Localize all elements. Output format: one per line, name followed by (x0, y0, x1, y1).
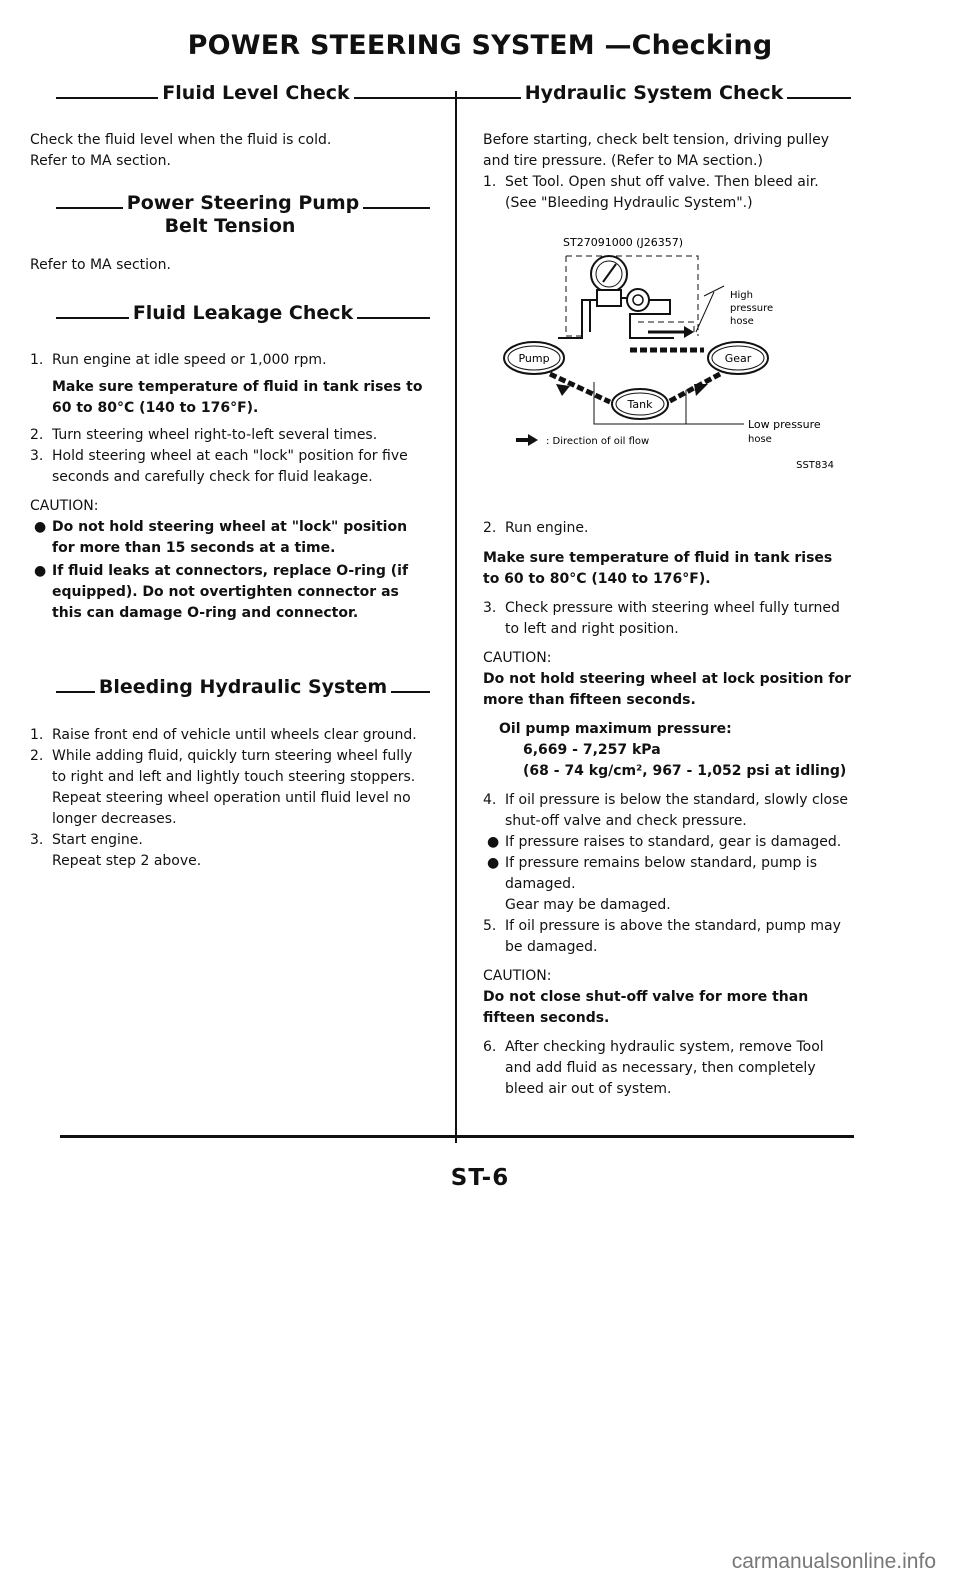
page-title: POWER STEERING SYSTEM —Checking (187, 30, 773, 61)
high-pressure-label-1: High (730, 290, 753, 301)
tank-label: Tank (627, 398, 653, 411)
belt-tension-text: Refer to MA section. (30, 257, 171, 273)
pressure-spec-value: 6,669 - 7,257 kPa (523, 742, 661, 758)
fluid-level-heading: Fluid Level Check (30, 82, 430, 104)
leakage-caution-bullet-2: ● If fluid leaks at connectors, replace O-ring (if equipped). Do not overtighten connector as this can damage O-ring and connector. (34, 563, 409, 621)
bleeding-step-2: 2. While adding fluid, quickly turn steering wheel fully to right and left and lightly touch steering stoppers. (30, 748, 416, 785)
flow-arrow-3 (694, 384, 708, 396)
caution-2-label: CAUTION: (483, 968, 552, 984)
column-divider (455, 91, 457, 1143)
bleeding-heading: Bleeding Hydraulic System (30, 676, 430, 698)
hydraulic-steps (483, 518, 851, 1100)
hydraulic-bullet-a: ● If pressure raises to standard, gear is damaged. (487, 834, 842, 850)
leakage-caution-bullet-1: ● Do not hold steering wheel at "lock" position for more than 15 seconds at a time. (34, 519, 408, 556)
high-pressure-leader (704, 286, 724, 296)
caution-2-text: Do not close shut-off valve for more than fifteen seconds. (483, 989, 809, 1026)
tool-outline-left (566, 256, 582, 336)
pump-label: Pump (518, 352, 550, 365)
leakage-step-1: 1. Run engine at idle speed or 1,000 rpm. (30, 352, 327, 368)
hydraulic-step-3: 3. Check pressure with steering wheel fully turned to left and right position. (483, 600, 840, 637)
flow-arrow-2 (556, 384, 570, 396)
hydraulic-step-5: 5. If oil pressure is above the standard, pump may be damaged. (483, 918, 841, 955)
hydraulic-step-2: 2. Run engine. (483, 520, 589, 536)
high-pressure-pointer (696, 292, 714, 332)
fluid-level-text-1: Check the fluid level when the fluid is cold. (30, 132, 332, 148)
page-number: ST-6 (450, 1165, 510, 1191)
high-pressure-label-2: pressure (730, 303, 774, 314)
watermark-text: carmanualsonline.info (731, 1550, 936, 1573)
belt-tension-heading: Power Steering Pump (30, 192, 430, 214)
low-pressure-label-2: hose (748, 434, 772, 445)
pressure-spec-alt: (68 - 74 kg/cm², 967 - 1,052 psi at idling) (523, 763, 847, 779)
pressure-spec-label: Oil pump maximum pressure: (499, 721, 732, 737)
caution-1-text: Do not hold steering wheel at lock position for more than fifteen seconds. (483, 671, 851, 708)
leakage-step-1-note: Make sure temperature of fluid in tank rises to 60 to 80°C (140 to 176°F). (52, 379, 423, 416)
caution-1-label: CAUTION: (483, 650, 552, 666)
bleeding-steps (30, 725, 430, 872)
hydraulic-check-heading: Hydraulic System Check (483, 82, 851, 104)
valve-body (597, 290, 621, 306)
low-pressure-label-1: Low pressure (748, 418, 821, 431)
bleeding-step-3-note: Repeat step 2 above. (52, 853, 202, 869)
hydraulic-step-4: 4. If oil pressure is below the standard, slowly close shut-off valve and check pressure. (483, 792, 849, 829)
fluid-leakage-heading: Fluid Leakage Check (30, 302, 430, 324)
bleeding-step-3: 3. Start engine. (30, 832, 143, 848)
flow-arrow-1-head (684, 326, 694, 338)
hydraulic-step-1: 1. Set Tool. Open shut off valve. Then bleed air. (483, 174, 819, 190)
bleeding-step-2-note: Repeat steering wheel operation until fluid level no longer decreases. (52, 790, 411, 827)
leakage-steps (30, 350, 430, 624)
hydraulic-intro: Before starting, check belt tension, driving pulley and tire pressure. (Refer to MA section.) (483, 132, 830, 169)
fluid-level-text-2: Refer to MA section. (30, 153, 171, 169)
legend-arrow-icon (528, 434, 538, 446)
shut-off-valve-icon (627, 289, 649, 311)
bottom-rule (60, 1135, 854, 1138)
diagram-tool-number: ST27091000 (J26357) (563, 236, 684, 249)
belt-tension-heading-2: Belt Tension (164, 215, 296, 237)
pipe-pump-side (558, 292, 602, 338)
gear-label: Gear (724, 352, 752, 365)
leakage-caution-label: CAUTION: (30, 498, 99, 514)
hydraulic-intro-block (483, 130, 851, 214)
hydraulic-check-diagram (498, 234, 838, 474)
diagram-code: SST834 (796, 460, 834, 471)
leakage-step-2: 2. Turn steering wheel right-to-left several times. (30, 427, 378, 443)
hydraulic-step-1-note: (See "Bleeding Hydraulic System".) (505, 195, 753, 211)
low-pressure-hose (668, 374, 720, 402)
leakage-step-3: 3. Hold steering wheel at each "lock" position for five seconds and carefully check for fluid leakage. (30, 448, 408, 485)
hydraulic-bullet-b: ● If pressure remains below standard, pump is damaged. (487, 855, 817, 892)
bleeding-step-1: 1. Raise front end of vehicle until wheels clear ground. (30, 727, 417, 743)
legend-text: : Direction of oil flow (546, 436, 650, 447)
hydraulic-step-6: 6. After checking hydraulic system, remove Tool and add fluid as necessary, then completely bleed air out of system. (483, 1039, 824, 1097)
high-pressure-label-3: hose (730, 316, 754, 327)
hydraulic-step-2-note: Make sure temperature of fluid in tank rises to 60 to 80°C (140 to 176°F). (483, 550, 833, 587)
hydraulic-bullet-b-note: Gear may be damaged. (505, 897, 671, 913)
